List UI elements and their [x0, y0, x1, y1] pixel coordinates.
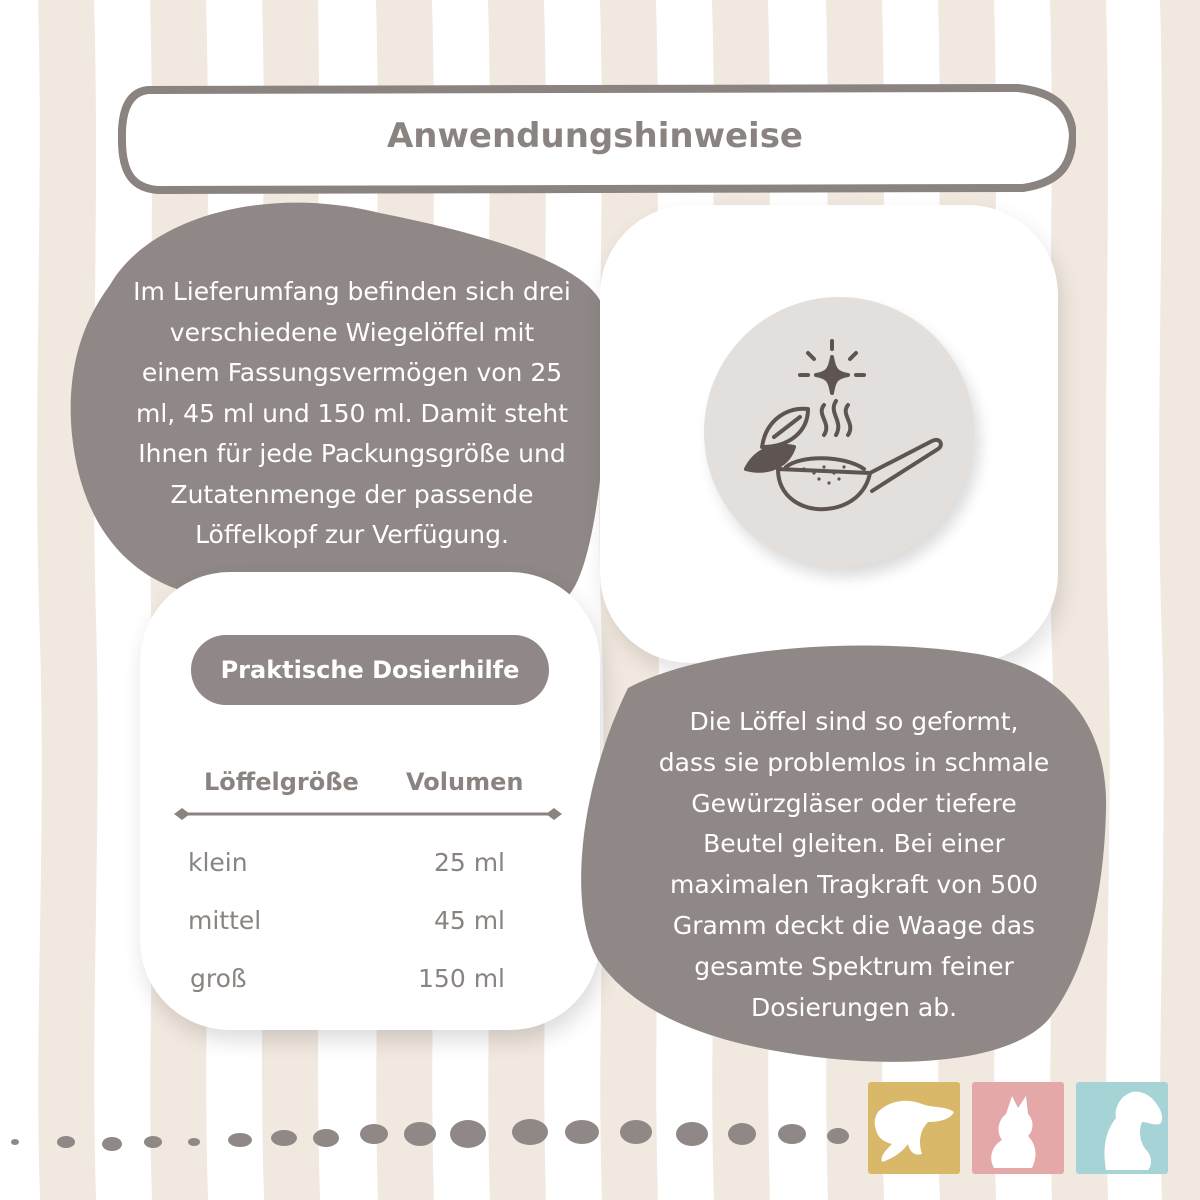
intro-line: Löffelkopf zur Verfügung. [195, 520, 509, 549]
measuring-spoon-icon [704, 297, 974, 567]
dog-tile [868, 1082, 960, 1174]
detail-line: Gewürzgläser oder tiefere [691, 788, 1017, 818]
cat-tile [972, 1082, 1064, 1174]
column-header-size: Löffelgröße [204, 768, 359, 796]
table-cell-volume: 25 ml [433, 848, 505, 877]
detail-line: Die Löffel sind so geformt, [689, 707, 1019, 736]
intro-line: einem Fassungsvermögen von 25 [141, 358, 563, 387]
horse-tile [1076, 1082, 1168, 1174]
dog-icon [868, 1082, 960, 1174]
cat-icon [972, 1082, 1064, 1174]
table-cell-size: groß [190, 964, 247, 993]
intro-text [108, 272, 596, 556]
detail-line: Dosierungen ab. [750, 992, 958, 1022]
column-header-volume: Volumen [406, 768, 524, 796]
table-cell-volume: 45 ml [433, 906, 505, 935]
intro-line: Zutatenmenge der passende [170, 479, 534, 509]
detail-text [630, 702, 1078, 1028]
dosing-table-card [140, 572, 600, 1030]
table-cell-volume: 150 ml [418, 964, 505, 993]
table-cell-size: klein [188, 848, 248, 877]
detail-line: gesamte Spektrum feiner [694, 951, 1014, 981]
intro-line: Ihnen für jede Packungsgröße und [138, 439, 566, 468]
footprint-dots [0, 1100, 860, 1160]
intro-line: ml, 45 ml und 150 ml. Damit steht [135, 398, 569, 428]
detail-line: maximalen Tragkraft von 500 [669, 870, 1039, 900]
detail-line: Gramm deckt die Waage das [672, 910, 1036, 940]
icon-circle [704, 297, 974, 567]
intro-line: verschiedene Wiegelöffel mit [169, 317, 535, 347]
icon-card [600, 205, 1058, 663]
table-divider [174, 800, 562, 830]
detail-line: Beutel gleiten. Bei einer [703, 829, 1005, 859]
page-title: Anwendungshinweise [386, 116, 803, 156]
horse-icon [1076, 1082, 1168, 1174]
dosing-table-heading: Praktische Dosierhilfe [191, 635, 549, 705]
table-cell-size: mittel [188, 906, 262, 935]
intro-line: Im Lieferumfang befinden sich drei [133, 277, 571, 306]
detail-line: dass sie problemlos in schmale [658, 747, 1050, 777]
